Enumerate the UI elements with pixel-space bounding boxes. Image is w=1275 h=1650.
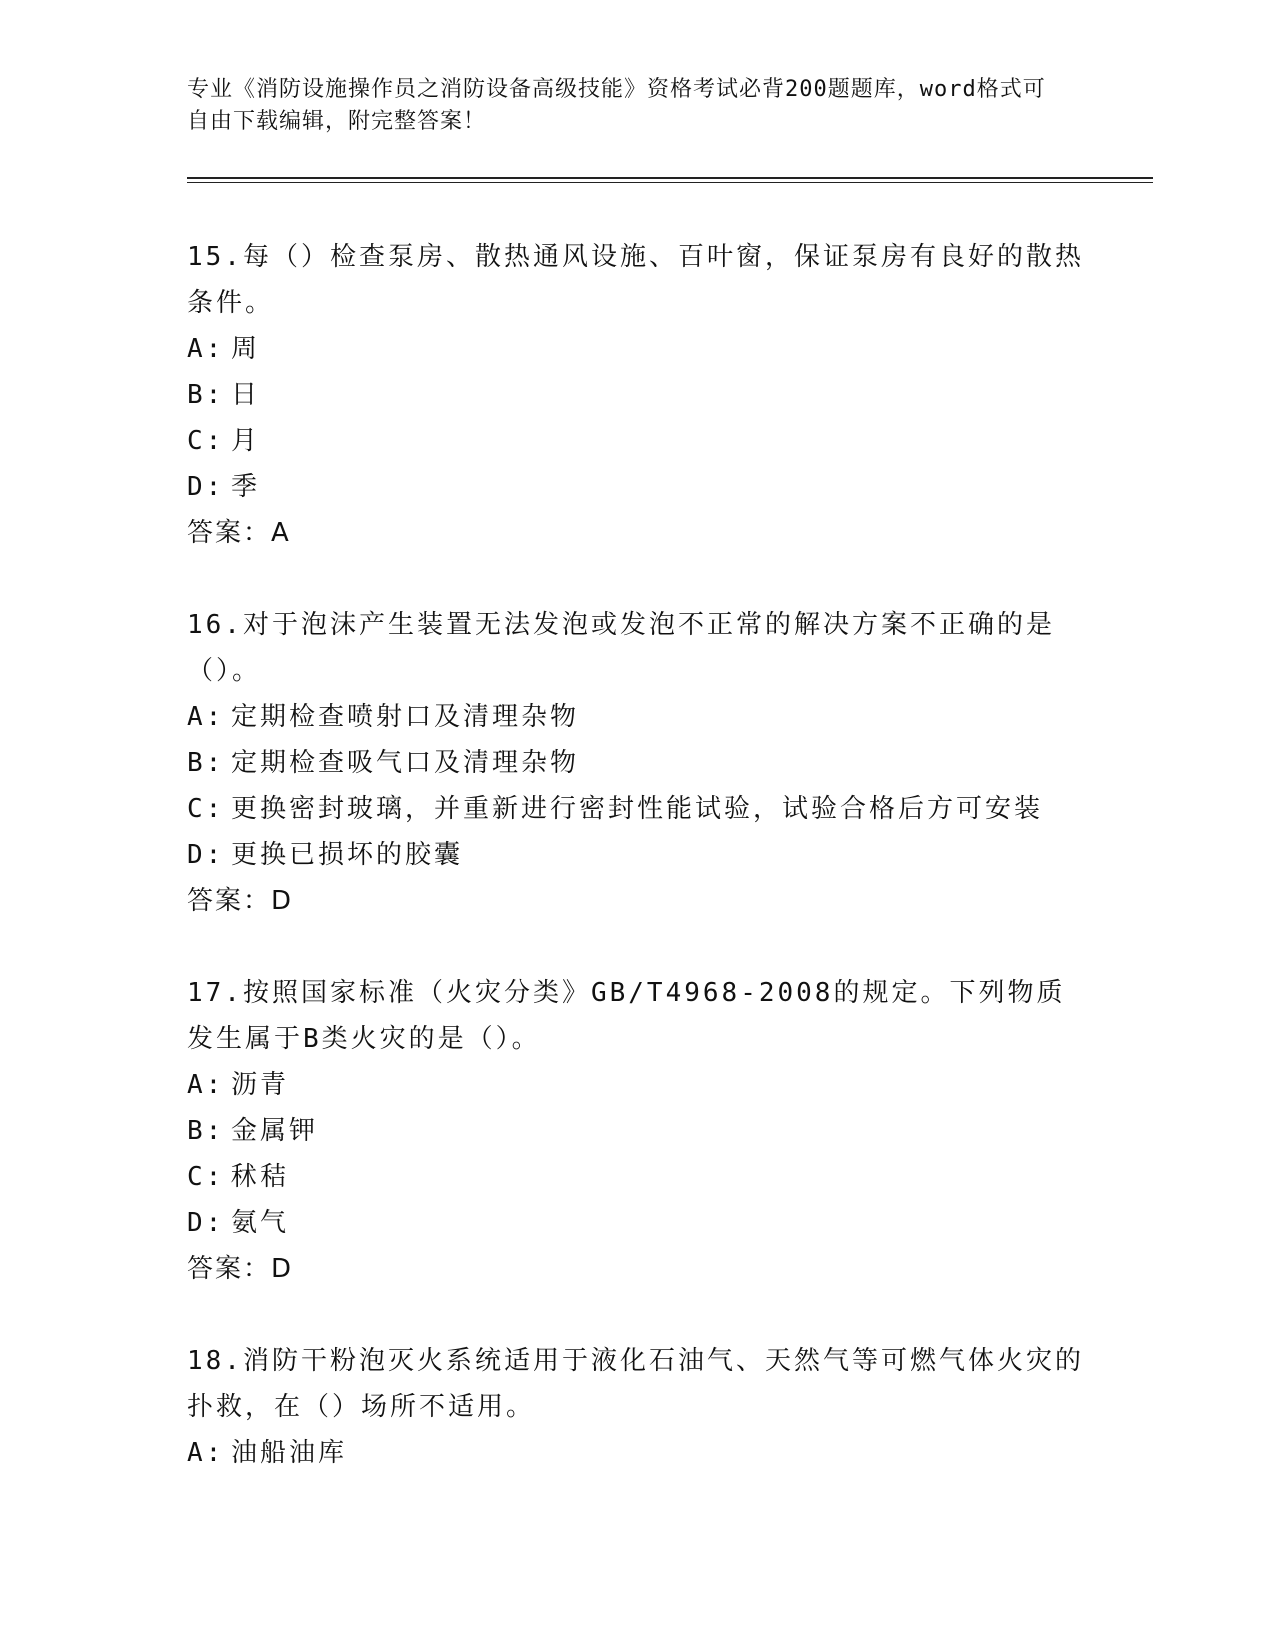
option-letter: C:	[187, 426, 225, 456]
option-text: 氨气	[231, 1208, 290, 1238]
document-header: 专业《消防设施操作员之消防设备高级技能》资格考试必背200题题库，word格式可自由下载编辑，附完整答案！	[187, 77, 1046, 134]
option-text: 月	[231, 426, 261, 456]
option-c	[187, 1154, 1087, 1200]
option-letter: A:	[187, 1070, 225, 1100]
question-text: 对于泡沫产生装置无法发泡或发泡不正常的解决方案不正确的是（）。	[187, 610, 1055, 686]
option-a	[187, 326, 1087, 372]
option-letter: D:	[187, 472, 225, 502]
option-letter: B:	[187, 380, 225, 410]
answer-value: D	[271, 1254, 294, 1284]
option-text: 油船油库	[231, 1438, 348, 1468]
header-divider	[187, 177, 1153, 179]
question-15	[187, 234, 1087, 556]
answer-value: D	[271, 886, 294, 916]
question-stem	[187, 1338, 1087, 1430]
option-letter: C:	[187, 794, 225, 824]
option-a	[187, 694, 1087, 740]
answer-line	[187, 1246, 1087, 1292]
option-c	[187, 418, 1087, 464]
question-stem	[187, 234, 1087, 326]
question-16	[187, 602, 1087, 924]
answer-line	[187, 878, 1087, 924]
question-text: 每（）检查泵房、散热通风设施、百叶窗，保证泵房有良好的散热条件。	[187, 242, 1084, 318]
option-d	[187, 1200, 1087, 1246]
option-letter: B:	[187, 748, 225, 778]
option-text: 定期检查喷射口及清理杂物	[231, 702, 580, 732]
option-text: 更换密封玻璃，并重新进行密封性能试验，试验合格后方可安装	[231, 794, 1044, 824]
option-letter: A:	[187, 1438, 225, 1468]
question-number: 18.	[187, 1346, 243, 1376]
option-text: 秫秸	[231, 1162, 290, 1192]
option-letter: C:	[187, 1162, 225, 1192]
option-text: 季	[231, 472, 261, 502]
option-text: 金属钾	[231, 1116, 319, 1146]
option-letter: D:	[187, 1208, 225, 1238]
option-text: 周	[231, 334, 261, 364]
option-text: 日	[231, 380, 261, 410]
option-text: 定期检查吸气口及清理杂物	[231, 748, 580, 778]
question-18	[187, 1338, 1087, 1476]
question-17	[187, 970, 1087, 1292]
question-list	[187, 234, 1087, 1522]
option-a	[187, 1062, 1087, 1108]
option-d	[187, 464, 1087, 510]
option-b	[187, 740, 1087, 786]
question-stem	[187, 970, 1087, 1062]
question-stem	[187, 602, 1087, 694]
question-number: 15.	[187, 242, 243, 272]
option-d	[187, 832, 1087, 878]
answer-line	[187, 510, 1087, 556]
answer-label: 答案：	[187, 518, 272, 548]
answer-value: A	[271, 518, 291, 548]
option-text: 沥青	[231, 1070, 290, 1100]
question-text: 按照国家标准（火灾分类》GB/T4968-2008的规定。下列物质发生属于B类火灾的是（）。	[187, 978, 1066, 1054]
option-text: 更换已损坏的胶囊	[231, 840, 464, 870]
option-c	[187, 786, 1087, 832]
header-divider-thin	[187, 182, 1153, 183]
answer-label: 答案：	[187, 886, 272, 916]
question-number: 16.	[187, 610, 243, 640]
option-letter: B:	[187, 1116, 225, 1146]
answer-label: 答案：	[187, 1254, 272, 1284]
option-b	[187, 1108, 1087, 1154]
option-letter: A:	[187, 334, 225, 364]
option-letter: A:	[187, 702, 225, 732]
question-number: 17.	[187, 978, 243, 1008]
option-a	[187, 1430, 1087, 1476]
question-text: 消防干粉泡灭火系统适用于液化石油气、天然气等可燃气体火灾的扑救，在（）场所不适用。	[187, 1346, 1084, 1422]
option-letter: D:	[187, 840, 225, 870]
option-b	[187, 372, 1087, 418]
